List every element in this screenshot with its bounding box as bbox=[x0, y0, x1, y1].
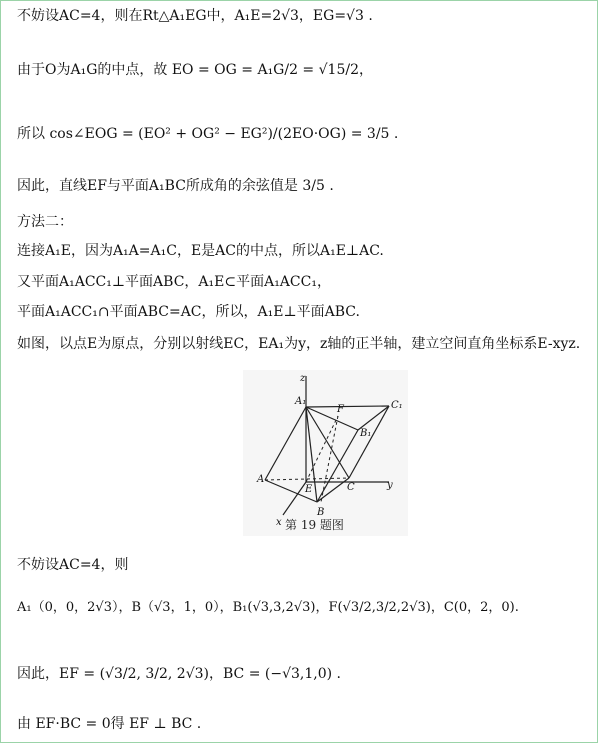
line-12-text: 因此，EF = (√3/2, 3/2, 2√3)，BC = (−√3,1,0) . bbox=[17, 666, 341, 682]
edge-a1-b1 bbox=[306, 407, 358, 430]
label-e: E bbox=[305, 484, 313, 495]
label-x: x bbox=[276, 517, 282, 528]
line-1-text: 不妨设AC=4，则在Rt△A₁EG中，A₁E=2√3，EG=√3 . bbox=[17, 8, 373, 24]
line-1 bbox=[17, 7, 373, 25]
edge-a-a1 bbox=[265, 407, 306, 480]
label-y: y bbox=[387, 480, 393, 491]
edge-a1-c1 bbox=[306, 406, 389, 407]
line-6-text: 连接A₁E，因为A₁A=A₁C，E是AC的中点，所以A₁E⊥AC. bbox=[17, 243, 384, 259]
line-4-text: 因此，直线EF与平面A₁BC所成角的余弦值是 3/5 . bbox=[17, 178, 334, 194]
label-b1: B₁ bbox=[360, 428, 372, 439]
line-2 bbox=[17, 61, 373, 79]
line-8-text: 平面A₁ACC₁∩平面ABC=AC，所以，A₁E⊥平面ABC. bbox=[17, 304, 360, 320]
label-b: B bbox=[317, 507, 325, 518]
line-2-text: 由于O为A₁G的中点，故 EO = OG = A₁G/2 = √15/2， bbox=[17, 62, 373, 78]
line-3 bbox=[17, 125, 398, 143]
edge-b1-c1 bbox=[358, 406, 389, 430]
label-c: C bbox=[347, 482, 355, 493]
line-6 bbox=[17, 242, 384, 260]
geometry-figure bbox=[243, 370, 408, 536]
line-7 bbox=[17, 273, 331, 291]
edge-c1-c bbox=[349, 406, 389, 478]
edge-f-b-hidden bbox=[321, 416, 338, 502]
line-13-text: 由 EF·BC = 0得 EF ⊥ BC . bbox=[17, 716, 202, 732]
line-5-text: 方法二： bbox=[17, 214, 73, 230]
line-9 bbox=[17, 335, 580, 353]
line-12 bbox=[17, 665, 341, 683]
line-10-text: 不妨设AC=4，则 bbox=[17, 557, 129, 573]
line-10 bbox=[17, 556, 128, 574]
figure-caption: 第 19 题图 bbox=[285, 518, 344, 532]
line-8 bbox=[17, 303, 360, 321]
label-z: z bbox=[300, 373, 306, 384]
prism-diagram bbox=[243, 370, 408, 536]
line-11-text: A₁（0，0，2√3），B（√3，1，0），B₁(√3,3,2√3)，F(√3/2,3/2,2√3)，C(0，2，0). bbox=[17, 600, 519, 615]
line-7-text: 又平面A₁ACC₁⊥平面ABC，A₁E⊂平面A₁ACC₁， bbox=[17, 274, 331, 290]
label-a: A bbox=[257, 474, 265, 485]
line-5 bbox=[17, 213, 73, 231]
label-a1: A₁ bbox=[295, 396, 307, 407]
line-11 bbox=[17, 599, 519, 617]
label-c1: C₁ bbox=[391, 400, 403, 411]
label-f: F bbox=[337, 404, 344, 415]
line-13 bbox=[17, 715, 201, 733]
line-4 bbox=[17, 177, 334, 195]
line-9-text: 如图，以点E为原点，分别以射线EC，EA₁为y，z轴的正半轴，建立空间直角坐标系E-xyz. bbox=[17, 336, 581, 352]
x-axis-line bbox=[283, 482, 306, 515]
line-3-text: 所以 cos∠EOG = (EO² + OG² − EG²)/(2EO·OG) = 3/5 . bbox=[17, 126, 399, 142]
